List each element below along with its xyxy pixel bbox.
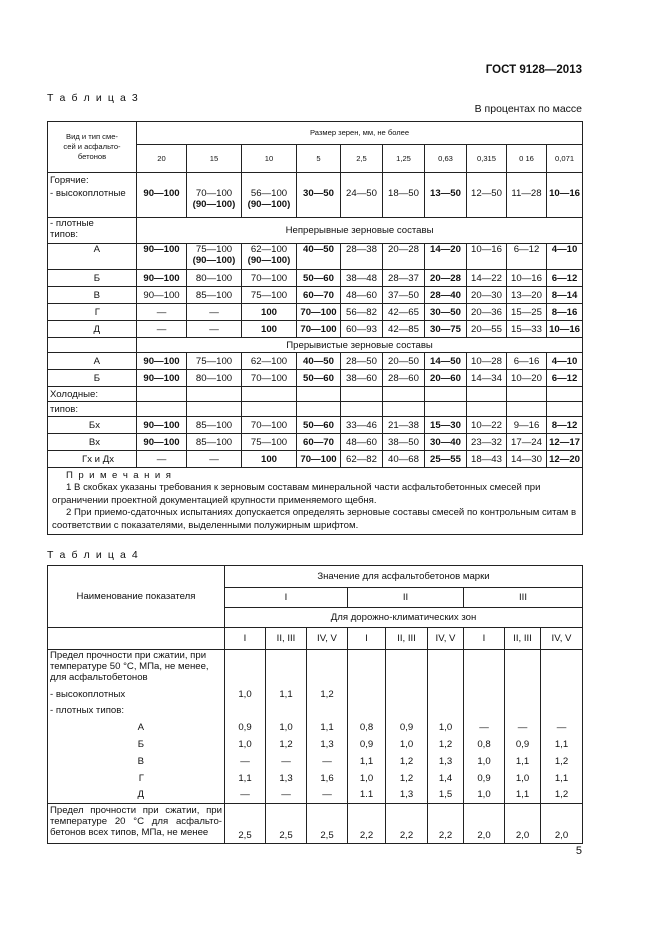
t3-cell: 14—22 bbox=[467, 270, 507, 287]
t4-zone: I bbox=[348, 628, 386, 650]
t3-cell: 6—16 bbox=[507, 353, 547, 370]
t3-size: 0,315 bbox=[467, 145, 507, 173]
t3-cell: 38—48 bbox=[341, 270, 383, 287]
t3-cell: 30—50 bbox=[297, 188, 341, 218]
t4-zone: IV, V bbox=[307, 628, 348, 650]
t4-cell: 1,2 bbox=[541, 753, 583, 770]
t4-row-v bbox=[48, 753, 583, 770]
t4-row-a bbox=[48, 719, 583, 736]
t4-cell: 1,1 bbox=[307, 719, 348, 736]
t3-cell: 90—100 bbox=[137, 417, 187, 434]
t4-cell: 0,8 bbox=[464, 736, 505, 753]
t3-cell: 70—100 bbox=[242, 270, 297, 287]
t3-cell: 23—32 bbox=[467, 434, 507, 451]
t3-cell: 90—100 bbox=[137, 270, 187, 287]
t3-cell: 62—100 bbox=[250, 244, 288, 255]
t4-cell: 1,0 bbox=[386, 736, 428, 753]
t4-zone: II, III bbox=[266, 628, 307, 650]
t4-cell: 2,2 bbox=[386, 804, 428, 844]
t3-cell: 8—12 bbox=[547, 417, 583, 434]
t3-cell: 70—100 bbox=[297, 304, 341, 321]
t3-cell: 85—100 bbox=[187, 287, 242, 304]
t3-cell: — bbox=[187, 304, 242, 321]
t4-row-label: Д bbox=[48, 787, 225, 804]
t3-cell: 100 bbox=[242, 321, 297, 338]
t3-row-label: Б bbox=[48, 270, 137, 287]
t3-cell: 60—93 bbox=[341, 321, 383, 338]
t3-cell: 40—50 bbox=[297, 244, 341, 270]
t4-cell: 1,3 bbox=[307, 736, 348, 753]
t3-cell: 10—16 bbox=[467, 244, 507, 270]
t3-cell: 28—60 bbox=[383, 370, 425, 387]
t4-cell: — bbox=[307, 753, 348, 770]
t3-row-label: А bbox=[48, 353, 137, 370]
t3-row-cont-d bbox=[48, 321, 583, 338]
t3-cell-sub: (90—100) bbox=[247, 198, 291, 210]
t4-row-g bbox=[48, 770, 583, 787]
t3-size: 5 bbox=[297, 145, 341, 173]
t3-size: 15 bbox=[187, 145, 242, 173]
t3-cell: 13—20 bbox=[507, 287, 547, 304]
t3-cell: 70—100 bbox=[242, 417, 297, 434]
t3-cell: 85—100 bbox=[187, 417, 242, 434]
t4-zone: I bbox=[225, 628, 266, 650]
t3-group-header: Размер зерен, мм, не более bbox=[137, 122, 583, 145]
t3-cell: 62—82 bbox=[341, 451, 383, 468]
t3-cell: 14—30 bbox=[507, 451, 547, 468]
t3-cell: 20—50 bbox=[383, 353, 425, 370]
t4-dense-label: - плотных типов: bbox=[48, 703, 225, 719]
t4-cell: 1,3 bbox=[428, 753, 464, 770]
t4-cell: 1.1 bbox=[348, 787, 386, 804]
t4-cell: 2,2 bbox=[348, 804, 386, 844]
t4-cell: 1,2 bbox=[428, 736, 464, 753]
t3-cell: 90—100 bbox=[137, 244, 187, 270]
t3-cell: 10—16 bbox=[507, 270, 547, 287]
t3-row-label: Гх и Дх bbox=[48, 451, 137, 468]
t3-cell: 40—68 bbox=[383, 451, 425, 468]
t3-types-label: типов: bbox=[48, 402, 137, 417]
t3-cell-sub: (90—100) bbox=[247, 255, 291, 266]
t4-cell: — bbox=[505, 719, 541, 736]
t4-cell: 1,1 bbox=[505, 787, 541, 804]
t3-cell: 75—100 bbox=[195, 244, 233, 255]
t3-cell: 14—50 bbox=[425, 353, 467, 370]
t3-row-cold-gx bbox=[48, 451, 583, 468]
t3-cell: 6—12 bbox=[547, 270, 583, 287]
t3-row-label: - высокоплотные bbox=[48, 188, 137, 218]
t3-cell: 90—100 bbox=[137, 287, 187, 304]
t4-zone: II, III bbox=[386, 628, 428, 650]
t4-row20-label: Предел прочности при сжатии, при температуре 20 °С для асфальто-бетонов всех типов, МПа, не менее bbox=[48, 804, 225, 844]
t4-hp-label: - высокоплотных bbox=[48, 687, 225, 703]
t4-cell: 1,0 bbox=[348, 770, 386, 787]
t3-notes bbox=[48, 468, 583, 535]
t4-cell: 1,0 bbox=[428, 719, 464, 736]
t3-hot-label: Горячие: bbox=[48, 173, 137, 188]
t3-cell: 12—20 bbox=[547, 451, 583, 468]
t3-row-disc-a bbox=[48, 353, 583, 370]
t4-cell: 1,3 bbox=[386, 787, 428, 804]
t3-notes-title: П р и м е ч а н и я bbox=[66, 470, 173, 481]
t4-row-b bbox=[48, 736, 583, 753]
t4-cell: 1,2 bbox=[307, 687, 348, 703]
t3-cell: 20—28 bbox=[425, 270, 467, 287]
t3-cell: 38—50 bbox=[383, 434, 425, 451]
t4-cell: 2,2 bbox=[428, 804, 464, 844]
t3-cell: 70—100 bbox=[242, 370, 297, 387]
t4-row-label: А bbox=[48, 719, 225, 736]
t4-cell: 1,1 bbox=[225, 770, 266, 787]
t3-cell: 33—46 bbox=[341, 417, 383, 434]
t3-note-1: 1 В скобках указаны требования к зерновым составам минеральной части асфальтобетонных смесей при ограничении проектной документацией крупности применяемого щебня. bbox=[52, 482, 541, 506]
t3-cell-sub: (90—100) bbox=[192, 255, 236, 266]
t3-cell: 40—50 bbox=[297, 353, 341, 370]
t3-cell: 20—28 bbox=[383, 244, 425, 270]
t4-cell: 0,9 bbox=[505, 736, 541, 753]
t3-row-cont-b bbox=[48, 270, 583, 287]
t4-cell: 2,0 bbox=[464, 804, 505, 844]
t4-cell: 1,5 bbox=[428, 787, 464, 804]
t4-grade: II bbox=[348, 588, 464, 608]
t4-zone: I bbox=[464, 628, 505, 650]
t4-zone: II, III bbox=[505, 628, 541, 650]
t4-row-label: В bbox=[48, 753, 225, 770]
t4-grade: I bbox=[225, 588, 348, 608]
t3-cell: 18—43 bbox=[467, 451, 507, 468]
t3-cell: 48—60 bbox=[341, 434, 383, 451]
t3-cold-label: Холодные: bbox=[48, 387, 137, 402]
t3-row-label: Бх bbox=[48, 417, 137, 434]
t4-cell: 1,2 bbox=[386, 753, 428, 770]
t3-cell: 14—34 bbox=[467, 370, 507, 387]
t3-row-label: В bbox=[48, 287, 137, 304]
table4 bbox=[47, 565, 583, 844]
t3-cell: 14—20 bbox=[425, 244, 467, 270]
t4-cell: 1,1 bbox=[541, 736, 583, 753]
t3-cell: 12—17 bbox=[547, 434, 583, 451]
t3-cell: 62—100 bbox=[242, 353, 297, 370]
t3-cell: 75—100 bbox=[242, 287, 297, 304]
t3-cell: 15—33 bbox=[507, 321, 547, 338]
t3-cell: 20—30 bbox=[467, 287, 507, 304]
t3-cell: 8—16 bbox=[547, 304, 583, 321]
t4-cell: — bbox=[464, 719, 505, 736]
t4-zone-row bbox=[48, 628, 583, 650]
t3-size: 0 16 bbox=[507, 145, 547, 173]
t3-row-cold-vx bbox=[48, 434, 583, 451]
t3-cell: 17—24 bbox=[507, 434, 547, 451]
t3-cell: 20—36 bbox=[467, 304, 507, 321]
t4-cell: 0,9 bbox=[464, 770, 505, 787]
table3 bbox=[47, 121, 583, 535]
t3-cell: 6—12 bbox=[507, 244, 547, 270]
t3-cell: 56—82 bbox=[341, 304, 383, 321]
t4-cell: 1,0 bbox=[464, 787, 505, 804]
t3-cell: — bbox=[137, 321, 187, 338]
t4-cell: 1,1 bbox=[348, 753, 386, 770]
t4-cell: 2,5 bbox=[307, 804, 348, 844]
t3-size: 20 bbox=[137, 145, 187, 173]
t3-cell: 9—16 bbox=[507, 417, 547, 434]
t4-cell: 1,0 bbox=[464, 753, 505, 770]
t4-cell: 0,9 bbox=[348, 736, 386, 753]
t3-size: 0,071 bbox=[547, 145, 583, 173]
t3-cell: 15—30 bbox=[425, 417, 467, 434]
t3-col-header: Вид и тип сме- сей и асфальто- бетонов bbox=[48, 122, 137, 173]
t4-cell: 2,5 bbox=[266, 804, 307, 844]
t3-row-label: Д bbox=[48, 321, 137, 338]
t3-discontinuous-header: Прерывистые зерновые составы bbox=[137, 338, 583, 353]
t4-cell: — bbox=[266, 787, 307, 804]
t3-size: 10 bbox=[242, 145, 297, 173]
t3-row-label: А bbox=[48, 244, 137, 270]
t4-cell: 1,2 bbox=[266, 736, 307, 753]
standard-code: ГОСТ 9128—2013 bbox=[485, 64, 582, 76]
t4-grade: III bbox=[464, 588, 583, 608]
t3-cell: 50—60 bbox=[297, 417, 341, 434]
t3-cell: 75—100 bbox=[242, 434, 297, 451]
t3-cell: 20—55 bbox=[467, 321, 507, 338]
t3-cell: 10—28 bbox=[467, 353, 507, 370]
t4-cell: 1,0 bbox=[225, 736, 266, 753]
t3-row-disc-b bbox=[48, 370, 583, 387]
t3-cell: 42—85 bbox=[383, 321, 425, 338]
t4-cell: 1,3 bbox=[266, 770, 307, 787]
t3-row-label: Б bbox=[48, 370, 137, 387]
t3-cell: — bbox=[137, 451, 187, 468]
t3-cell: 42—65 bbox=[383, 304, 425, 321]
table3-title: Т а б л и ц а 3 bbox=[47, 92, 140, 104]
t3-dense-label2: типов: bbox=[50, 229, 79, 240]
t4-cell: 1,0 bbox=[505, 770, 541, 787]
t3-cell: 90—100 bbox=[137, 188, 187, 218]
t3-cell: 13—50 bbox=[425, 188, 467, 218]
t3-cell: 10—16 bbox=[547, 321, 583, 338]
t3-row-cont-v bbox=[48, 287, 583, 304]
t3-cell: 24—50 bbox=[341, 188, 383, 218]
t3-cell: 70—100 bbox=[297, 451, 341, 468]
t3-row-cont-a bbox=[48, 244, 583, 270]
t3-cell: 50—60 bbox=[297, 370, 341, 387]
t3-cell: — bbox=[187, 321, 242, 338]
t4-row-20 bbox=[48, 804, 583, 844]
t4-cell: 1,1 bbox=[541, 770, 583, 787]
page-number: 5 bbox=[575, 845, 582, 857]
t4-row-hp bbox=[48, 687, 583, 703]
t4-row-label: Б bbox=[48, 736, 225, 753]
t3-cell: 30—50 bbox=[425, 304, 467, 321]
t3-cell: 37—50 bbox=[383, 287, 425, 304]
t4-zone: IV, V bbox=[428, 628, 464, 650]
t3-row-high-porous bbox=[48, 188, 583, 218]
t4-cell: 0,9 bbox=[225, 719, 266, 736]
t3-cell: 10—20 bbox=[507, 370, 547, 387]
t3-cell: 100 bbox=[242, 451, 297, 468]
t4-cell: 1,0 bbox=[225, 687, 266, 703]
t4-cell: — bbox=[307, 787, 348, 804]
t3-cell: 60—70 bbox=[297, 287, 341, 304]
t3-cell: 90—100 bbox=[137, 370, 187, 387]
t3-cell: 70—100 bbox=[195, 187, 233, 199]
t3-cell: 12—50 bbox=[467, 188, 507, 218]
t3-cell: 11—28 bbox=[507, 188, 547, 218]
t4-cell: 1,6 bbox=[307, 770, 348, 787]
t4-cell: 1,2 bbox=[386, 770, 428, 787]
t3-size: 1,25 bbox=[383, 145, 425, 173]
t4-row-label: Г bbox=[48, 770, 225, 787]
t3-cell: 20—60 bbox=[425, 370, 467, 387]
table3-unit: В процентах по массе bbox=[474, 103, 582, 115]
t4-zone: IV, V bbox=[541, 628, 583, 650]
t3-cell: 6—12 bbox=[547, 370, 583, 387]
t3-cell: 10—16 bbox=[547, 188, 583, 218]
table4-title: Т а б л и ц а 4 bbox=[47, 549, 140, 561]
t3-cell: 50—60 bbox=[297, 270, 341, 287]
t4-cell: 1,2 bbox=[541, 787, 583, 804]
t3-cell: 60—70 bbox=[297, 434, 341, 451]
t3-cell: 30—40 bbox=[425, 434, 467, 451]
t3-dense-label: - плотные bbox=[50, 218, 94, 229]
t3-row-cont-g bbox=[48, 304, 583, 321]
t3-cell: 30—75 bbox=[425, 321, 467, 338]
t4-cell: — bbox=[225, 753, 266, 770]
t4-cell: 0,9 bbox=[386, 719, 428, 736]
t3-continuous-header: Непрерывные зерновые составы bbox=[137, 218, 583, 244]
t4-cell: 2,0 bbox=[505, 804, 541, 844]
t4-row50-label: Предел прочности при сжатии, при температуре 50 °С, МПа, не менее, для асфальтобетонов bbox=[48, 650, 225, 687]
t3-note-2: 2 При приемо-сдаточных испытаниях допускается определять зерновые составы смесей по контрольным ситам в соответствии с показателями, выделенными полужирным шрифтом. bbox=[52, 507, 577, 531]
t4-name-header: Наименование показателя bbox=[48, 566, 225, 628]
t3-cell: — bbox=[187, 451, 242, 468]
t3-cell: — bbox=[137, 304, 187, 321]
t3-cell: 48—60 bbox=[341, 287, 383, 304]
t3-cell: 10—22 bbox=[467, 417, 507, 434]
t3-cell: 28—50 bbox=[341, 353, 383, 370]
t4-cell: 0,8 bbox=[348, 719, 386, 736]
t3-cell: 18—50 bbox=[383, 188, 425, 218]
t4-cell: 2,5 bbox=[225, 804, 266, 844]
t3-row-label: Г bbox=[48, 304, 137, 321]
t3-cell: 80—100 bbox=[187, 370, 242, 387]
t3-cell: 28—37 bbox=[383, 270, 425, 287]
t3-cell: 80—100 bbox=[187, 270, 242, 287]
t3-cell: 100 bbox=[242, 304, 297, 321]
t3-size: 0,63 bbox=[425, 145, 467, 173]
t4-cell: 1,0 bbox=[266, 719, 307, 736]
t4-cell: 1,1 bbox=[505, 753, 541, 770]
t3-cell: 56—100 bbox=[250, 187, 288, 199]
t3-cell: 38—60 bbox=[341, 370, 383, 387]
t4-cell: 1,4 bbox=[428, 770, 464, 787]
t3-cell: 4—10 bbox=[547, 353, 583, 370]
t4-zones-header: Для дорожно-климатических зон bbox=[225, 608, 583, 628]
t4-cell: 2,0 bbox=[541, 804, 583, 844]
t3-size: 2,5 bbox=[341, 145, 383, 173]
t3-cell: 28—40 bbox=[425, 287, 467, 304]
t3-cell: 90—100 bbox=[137, 434, 187, 451]
t3-cell: 90—100 bbox=[137, 353, 187, 370]
t3-cell: 70—100 bbox=[297, 321, 341, 338]
t3-row-label: Вх bbox=[48, 434, 137, 451]
t4-value-header: Значение для асфальтобетонов марки bbox=[225, 566, 583, 588]
t4-cell: 1,1 bbox=[266, 687, 307, 703]
t3-cell: 21—38 bbox=[383, 417, 425, 434]
t3-cell: 25—55 bbox=[425, 451, 467, 468]
t3-cell: 75—100 bbox=[187, 353, 242, 370]
t4-cell: — bbox=[225, 787, 266, 804]
t3-cell: 28—38 bbox=[341, 244, 383, 270]
t3-cell: 15—25 bbox=[507, 304, 547, 321]
t4-row-d bbox=[48, 787, 583, 804]
t3-row-cold-bx bbox=[48, 417, 583, 434]
t3-cell: 4—10 bbox=[547, 244, 583, 270]
t3-cell: 8—14 bbox=[547, 287, 583, 304]
t4-cell: — bbox=[541, 719, 583, 736]
t3-cell: 85—100 bbox=[187, 434, 242, 451]
t4-cell: — bbox=[266, 753, 307, 770]
t3-cell-sub: (90—100) bbox=[192, 198, 236, 210]
